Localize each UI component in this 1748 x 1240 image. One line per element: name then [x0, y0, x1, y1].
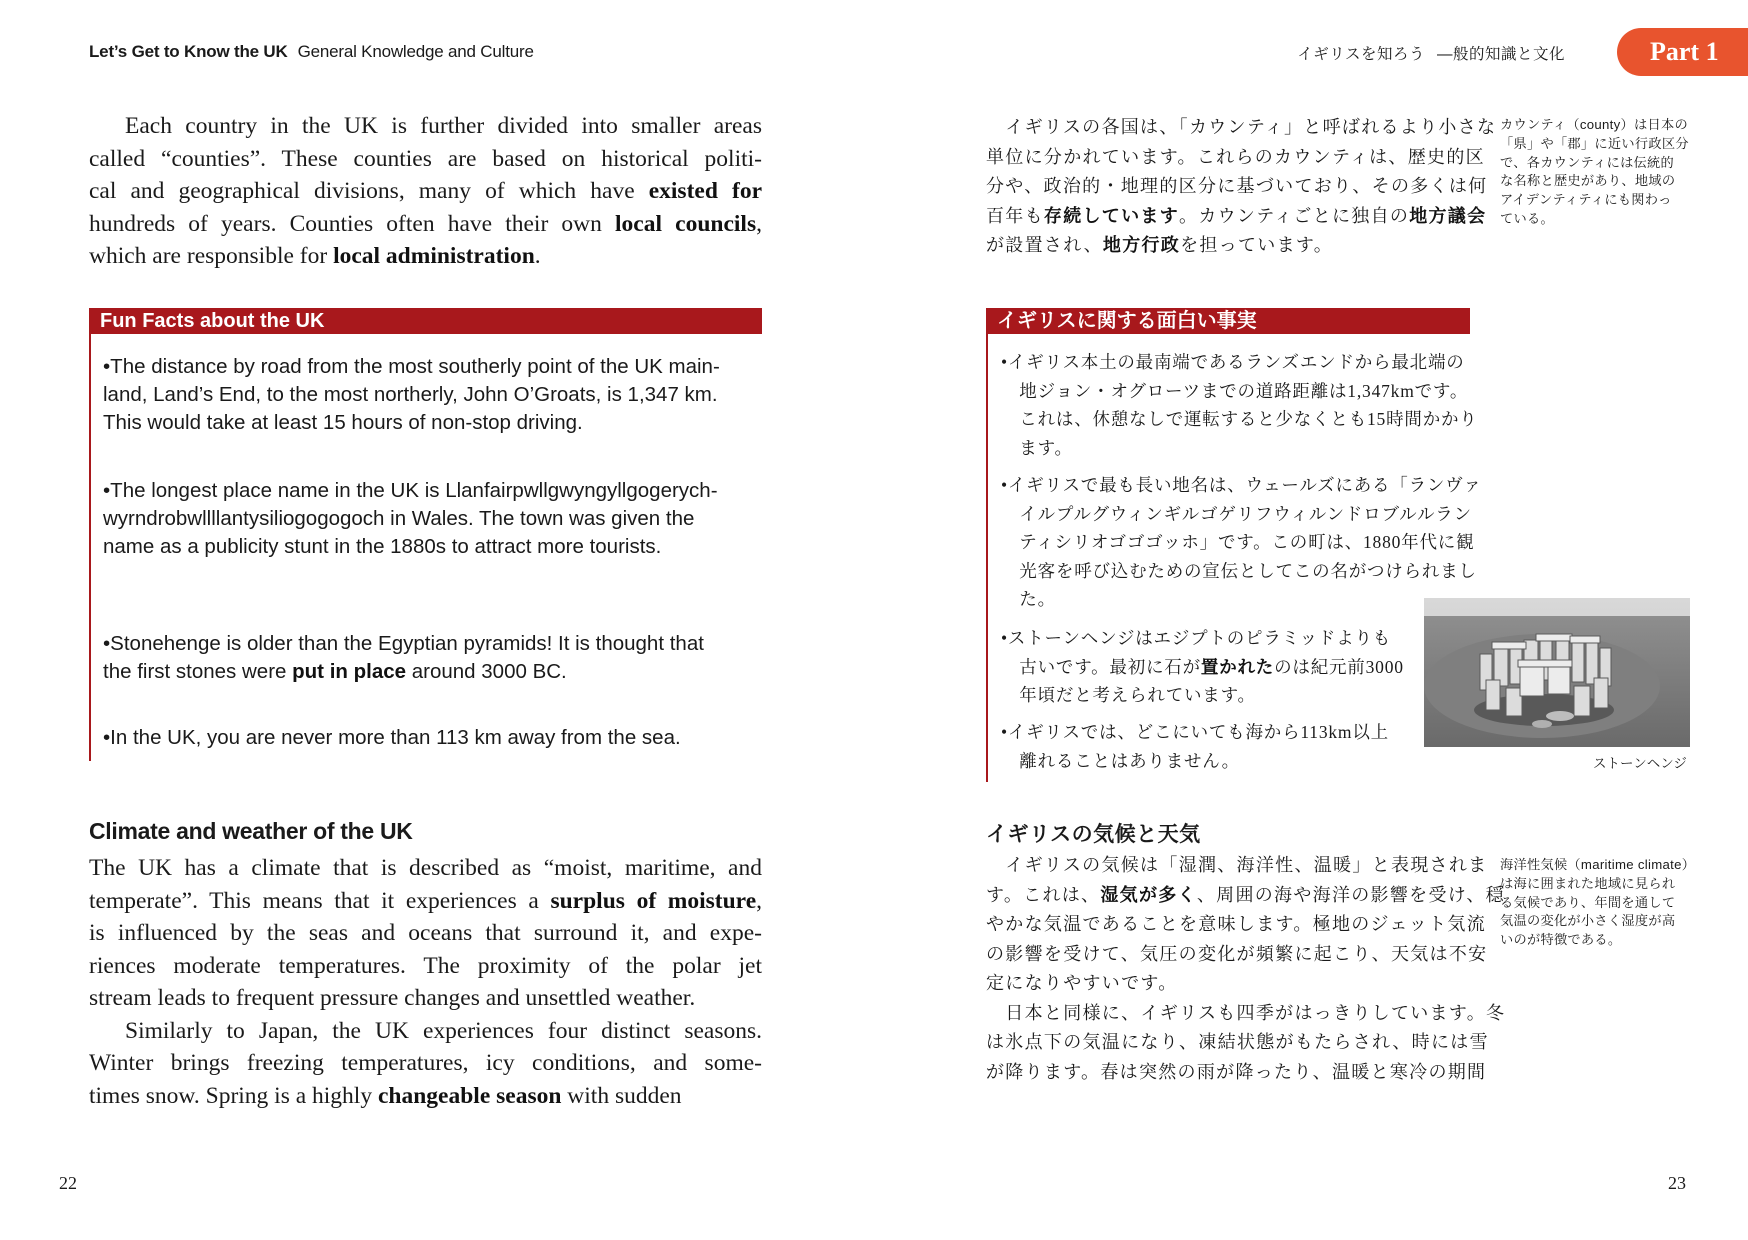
text-line: 地ジョン・オグローツまでの道路距離は1,347kmです。: [1001, 380, 1469, 401]
bold-term: changeable season: [377, 1082, 562, 1109]
text-line: 海洋性気候（maritime climate）: [1500, 857, 1696, 872]
text-line: Similarly to Japan, the UK experiences four distinct seasons.: [125, 1017, 762, 1044]
fact-item-en: [103, 630, 704, 686]
text-line: が設置され、地方行政を担っています。: [986, 235, 1334, 255]
climate-heading-ja: イギリスの気候と天気: [986, 823, 1201, 846]
page-number-left: 22: [59, 1173, 77, 1193]
text-line: た。: [1001, 589, 1056, 609]
text-line: •The longest place name in the UK is Llanfairpwllgwyngyllgogerych-: [103, 479, 718, 502]
left-running-header: [89, 42, 534, 62]
bold-term: put in place: [292, 660, 407, 683]
text-line: 古いです。最初に石が置かれたのは紀元前3000: [1001, 656, 1404, 677]
text-line: アイデンティティにも関わっ: [1500, 192, 1672, 208]
fact-item-en: [103, 724, 681, 752]
side-note-county: [1500, 116, 1689, 229]
text-line: which are responsible for local administration.: [89, 243, 541, 269]
text-line: る気候であり、年間を通して: [1500, 894, 1676, 910]
text-line: wyrndrobwllllantysiliogogogoch in Wales. The town was given the: [103, 507, 695, 530]
fact-item-ja: [1001, 718, 1389, 775]
text-line: stream leads to frequent pressure changes and unsettled weather.: [89, 985, 696, 1011]
japanese-intro-paragraph: [986, 113, 1496, 261]
right-running-header: [1297, 42, 1565, 64]
text-line: イルプルグウィンギルゴゲリフウィルンドロブルルラン: [1001, 503, 1472, 524]
text-line: riences moderate temperatures. The proximity of the polar jet: [89, 952, 762, 979]
text-line: •イギリスで最も長い地名は、ウェールズにある「ランヴァ: [1001, 475, 1482, 495]
text-line: cal and geographical divisions, many of which have existed for: [89, 178, 762, 204]
fact-item-ja: [1001, 348, 1478, 462]
left-header-title: Let’s Get to Know the UK: [89, 42, 288, 61]
text-line: times snow. Spring is a highly changeable season with sudden: [89, 1082, 682, 1109]
text-line: •The distance by road from the most southerly point of the UK main-: [103, 355, 720, 378]
text-line: The UK has a climate that is described as “moist, maritime, and: [89, 855, 762, 881]
text-line: hundreds of years. Counties often have their own local councils,: [89, 210, 762, 237]
text-line: ティシリオゴゴゴッホ」です。この町は、1880年代に観: [1001, 532, 1475, 552]
text-line: Winter brings freezing temperatures, icy conditions, and some-: [89, 1050, 762, 1076]
english-intro-paragraph: [89, 110, 762, 273]
text-line: の影響を受けて、気圧の変化が頻繁に起こり、天気は不安: [986, 943, 1488, 964]
bold-term: 湿気が多く: [1100, 884, 1197, 905]
text-line: •イギリスでは、どこにいても海から113km以上: [1001, 722, 1389, 742]
bold-term: local councils: [615, 210, 757, 237]
text-line: イギリスの気候は「湿潤、海洋性、温暖」と表現されま: [986, 855, 1488, 875]
climate-heading-en: Climate and weather of the UK: [89, 818, 413, 844]
text-line: は氷点下の気温になり、凍結状態がもたらされ、時には雪: [986, 1032, 1489, 1052]
bold-term: 地方議会: [1409, 205, 1487, 226]
text-line: 日本と同様に、イギリスも四季がはっきりしています。冬: [986, 1002, 1506, 1023]
text-line: 分や、政治的・地理的区分に基づいており、その多くは何: [986, 176, 1488, 196]
text-line: が降ります。春は突然の雨が降ったり、温暖と寒冷の期間: [986, 1061, 1487, 1082]
text-line: •イギリス本土の最南端であるランズエンドから最北端の: [1001, 352, 1465, 372]
text-line: 気温の変化が小さく湿度が高: [1500, 913, 1676, 929]
text-line: 百年も存続しています。カウンティごとに独自の地方議会: [986, 205, 1487, 226]
left-header-subtitle: General Knowledge and Culture: [297, 42, 534, 61]
text-line: イギリスの各国は、「カウンティ」と呼ばれるより小さな: [986, 117, 1497, 137]
text-line: •In the UK, you are never more than 113 km away from the sea.: [103, 726, 681, 749]
text-line: •Stonehenge is older than the Egyptian pyramids! It is thought that: [103, 632, 704, 655]
text-line: で、各カウンティには伝統的: [1500, 154, 1675, 170]
bold-term: surplus of moisture: [550, 887, 757, 914]
climate-paragraph-en: [89, 852, 762, 1112]
bold-term: local administration: [333, 243, 535, 269]
text-line: す。これは、湿気が多く、周囲の海や海洋の影響を受け、穏: [986, 884, 1505, 905]
text-line: called “counties”. These counties are based on historical politi-: [89, 145, 762, 172]
text-line: は海に囲まれた地域に見られ: [1500, 875, 1676, 891]
bold-term: 置かれた: [1200, 656, 1275, 677]
text-line: な名称と歴史があり、地域の: [1500, 173, 1676, 189]
text-line: 光客を呼び込むための宣伝としてこの名がつけられまし: [1001, 560, 1477, 581]
fun-facts-side-rule-ja: [986, 334, 988, 782]
text-line: name as a publicity stunt in the 1880s to attract more tourists.: [103, 535, 662, 558]
fun-facts-heading-ja: イギリスに関する面白い事実: [986, 308, 1470, 334]
right-header-subtitle: ―般的知識と文化: [1436, 46, 1565, 63]
text-line: これは、休憩なしで運転すると少なくとも15時間かかり: [1001, 409, 1478, 429]
text-line: Each country in the UK is further divided into smaller areas: [125, 113, 762, 139]
text-line: 「県」や「郡」に近い行政区分: [1500, 135, 1689, 151]
text-line: 定になりやすいです。: [986, 973, 1178, 993]
text-line: land, Land’s End, to the most northerly, John O’Groats, is 1,347 km.: [103, 383, 718, 406]
text-line: やかな気温であることを意味します。極地のジェット気流: [986, 914, 1486, 934]
page-number-right: 23: [1668, 1173, 1686, 1193]
fact-item-en: [103, 353, 720, 437]
fact-item-ja: [1001, 624, 1404, 710]
bold-term: 存続しています: [1043, 205, 1180, 226]
text-line: 年頃だと考えられています。: [1001, 685, 1256, 705]
part-tab: Part 1: [1617, 28, 1748, 76]
text-line: 離れることはありません。: [1001, 750, 1240, 771]
text-line: ます。: [1001, 437, 1073, 458]
right-header-title: イギリスを知ろう: [1297, 46, 1425, 63]
text-line: ている。: [1500, 210, 1554, 226]
text-line: This would take at least 15 hours of non-stop driving.: [103, 411, 583, 434]
bold-term: existed for: [648, 178, 762, 204]
bold-term: 地方行政: [1102, 235, 1181, 255]
text-line: temperate”. This means that it experiences a surplus of moisture,: [89, 887, 762, 914]
fact-item-ja: [1001, 471, 1482, 614]
text-line: 単位に分かれています。これらのカウンティは、歴史的区: [986, 146, 1485, 167]
text-line: the first stones were put in place around 3000 BC.: [103, 660, 567, 683]
text-line: •ストーンヘンジはエジプトのピラミッドよりも: [1001, 628, 1392, 648]
fun-facts-heading-en: Fun Facts about the UK: [89, 308, 762, 334]
side-note-maritime: [1500, 856, 1695, 950]
text-line: いのが特徴である。: [1500, 932, 1622, 948]
photo-caption: ストーンヘンジ: [1593, 756, 1687, 771]
fun-facts-side-rule-en: [89, 334, 91, 761]
stonehenge-photo: [1424, 598, 1690, 747]
text-line: is influenced by the seas and oceans that surround it, and expe-: [89, 920, 762, 946]
text-line: カウンティ（county）は日本の: [1500, 117, 1688, 132]
fact-item-en: [103, 477, 718, 561]
climate-paragraph-ja: [986, 851, 1505, 1087]
